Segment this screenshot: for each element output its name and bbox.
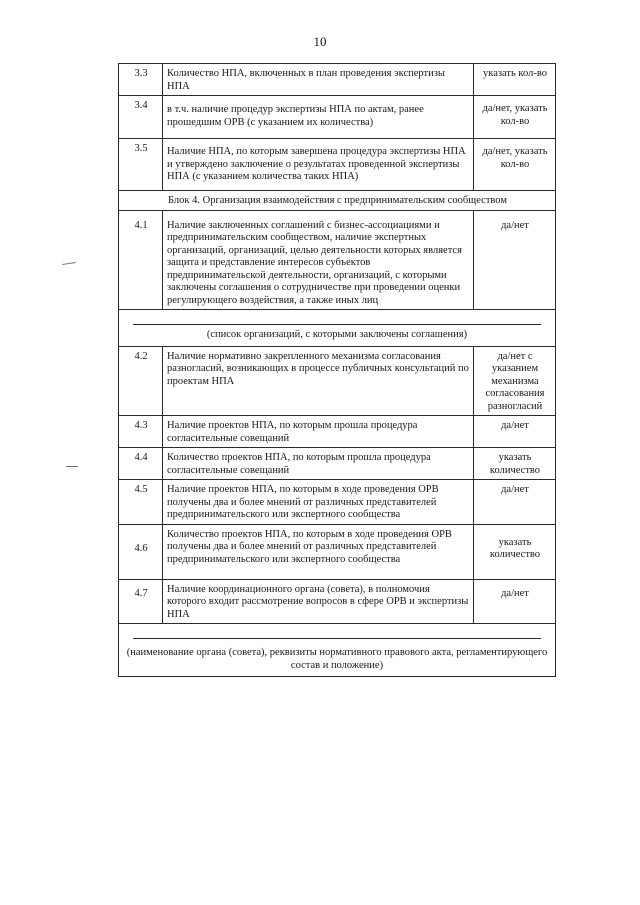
criteria-table <box>118 63 556 677</box>
table-row <box>119 139 556 191</box>
row-number: 4.4 <box>119 448 163 480</box>
margin-mark <box>66 466 78 467</box>
row-text: Наличие заключенных соглашений с бизнес-ассоциациями и предпринимательским сообществом, наличие экспертных организаций, организаций, целью деятельности которых является защита и представление интересов субъектов предпринимательской деятельности, организаций, с которыми заключены соглашения о сотрудничестве при проведении оценки регулирующего воздействия, а также иных лиц <box>163 210 474 310</box>
row-number: 4.3 <box>119 416 163 448</box>
margin-mark <box>62 262 76 265</box>
table-row <box>119 346 556 416</box>
row-value: да/нет <box>474 416 556 448</box>
row-number: 4.2 <box>119 346 163 416</box>
caption: (наименование органа (совета), реквизиты нормативного правового акта, регламентирующего состав и положение) <box>126 647 548 671</box>
signature-line <box>133 324 541 325</box>
caption-row <box>119 310 556 347</box>
row-value: указать количество <box>474 448 556 480</box>
table-row <box>119 579 556 624</box>
table-row <box>119 524 556 579</box>
row-value: да/нет, указать кол-во <box>474 96 556 139</box>
row-value: указать кол-во <box>474 64 556 96</box>
row-value: да/нет <box>474 480 556 525</box>
caption-cell <box>119 624 556 677</box>
caption-cell <box>119 310 556 347</box>
row-number: 4.7 <box>119 579 163 624</box>
row-number: 4.1 <box>119 210 163 310</box>
row-value: да/нет с указанием механизма согласования разногласий <box>474 346 556 416</box>
block-title: Блок 4. Организация взаимодействия с предпринимательским сообществом <box>119 191 556 211</box>
table-row <box>119 210 556 310</box>
row-number: 3.4 <box>119 96 163 139</box>
row-value: да/нет, указать кол-во <box>474 139 556 191</box>
row-text: в т.ч. наличие процедур экспертизы НПА по актам, ранее прошедшим ОРВ (с указанием их количества) <box>163 96 474 139</box>
table-row <box>119 96 556 139</box>
row-text: Наличие нормативно закрепленного механизма согласования разногласий, возникающих в процессе публичных консультаций по проектам НПА <box>163 346 474 416</box>
row-value: да/нет <box>474 210 556 310</box>
row-text: Наличие координационного органа (совета), в полномочия которого входит рассмотрение вопросов в сфере ОРВ и экспертизы НПА <box>163 579 474 624</box>
table-row <box>119 448 556 480</box>
row-number: 4.6 <box>119 524 163 579</box>
row-text: Наличие проектов НПА, по которым в ходе проведения ОРВ получены два и более мнений от различных представителей предпринимательского или экспертного сообщества <box>163 480 474 525</box>
row-number: 4.5 <box>119 480 163 525</box>
row-value: да/нет <box>474 579 556 624</box>
caption-row <box>119 624 556 677</box>
table-row <box>119 416 556 448</box>
row-value: указать количество <box>474 524 556 579</box>
row-text: Количество проектов НПА, по которым в ходе проведения ОРВ получены два и более мнений от различных представителей предпринимательского или экспертного сообщества <box>163 524 474 579</box>
row-number: 3.3 <box>119 64 163 96</box>
caption: (список организаций, с которыми заключены соглашения) <box>206 329 468 340</box>
row-text: Наличие НПА, по которым завершена процедура экспертизы НПА и утверждено заключение о результатах проведенной экспертизы НПА (с указанием количества таких НПА) <box>163 139 474 191</box>
signature-line <box>133 638 541 639</box>
table-row <box>119 64 556 96</box>
row-number: 3.5 <box>119 139 163 191</box>
row-text: Наличие проектов НПА, по которым прошла процедура согласительные совещаний <box>163 416 474 448</box>
page-number: 10 <box>313 34 327 49</box>
row-text: Количество НПА, включенных в план проведения экспертизы НПА <box>163 64 474 96</box>
block-header-row <box>119 191 556 211</box>
row-text: Количество проектов НПА, по которым прошла процедура согласительные совещаний <box>163 448 474 480</box>
table-row <box>119 480 556 525</box>
